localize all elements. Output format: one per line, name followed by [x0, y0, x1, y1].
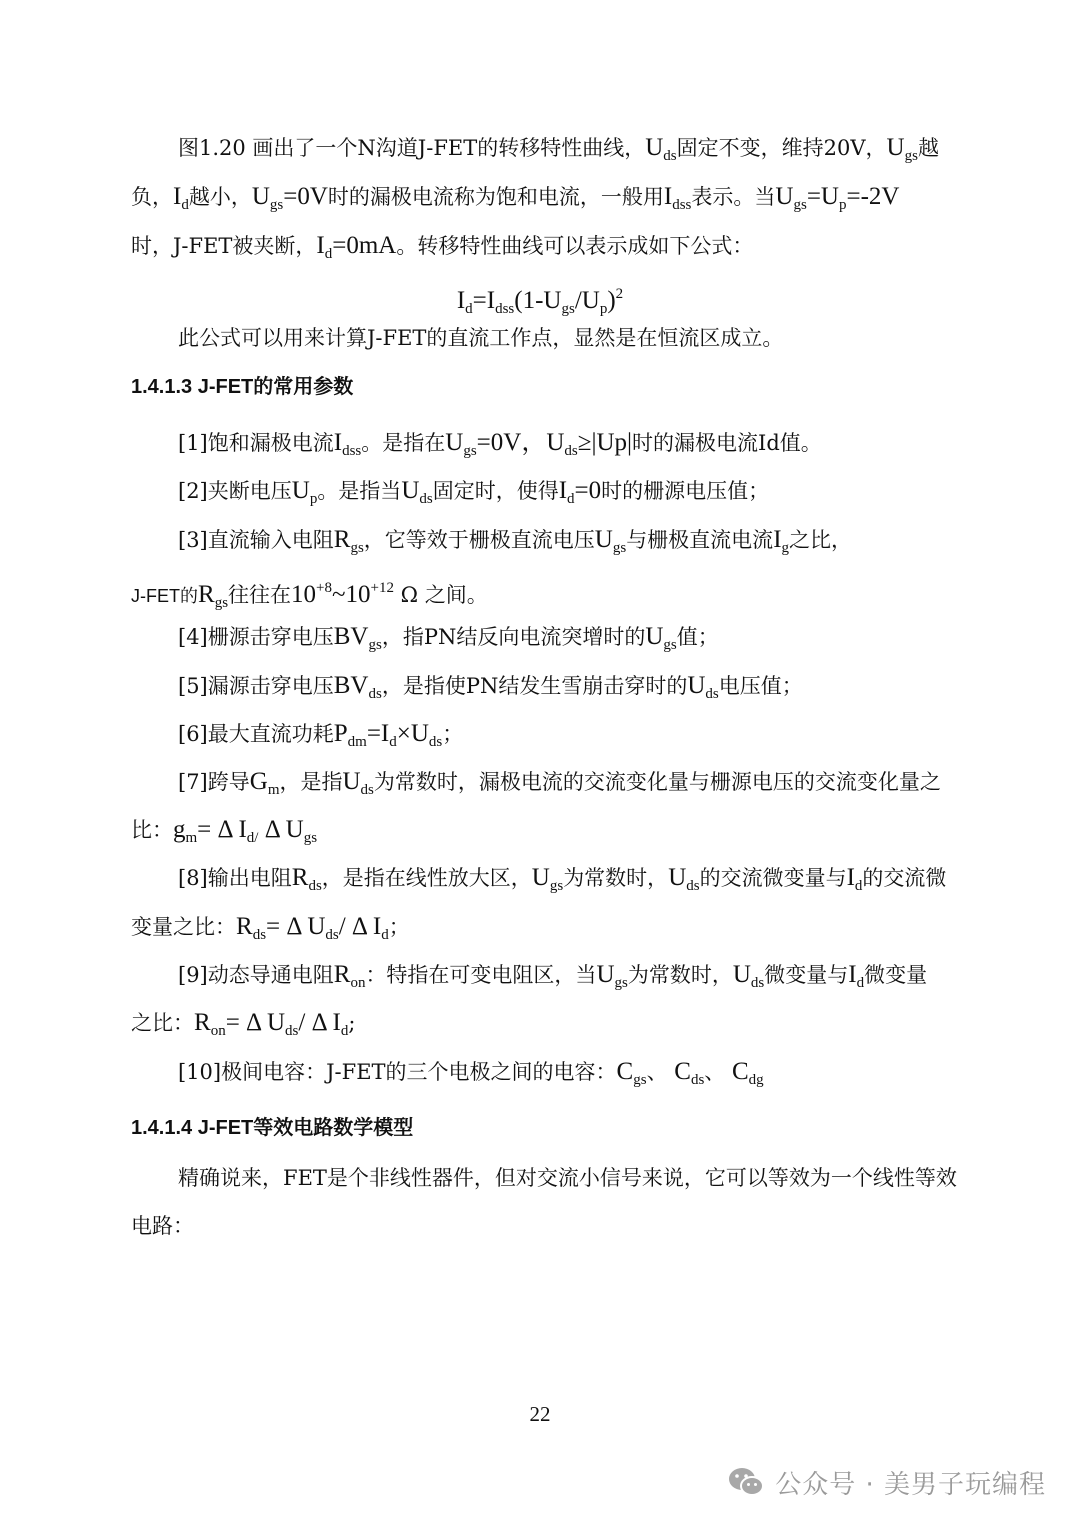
subscript: dg [748, 1072, 764, 1088]
subscript: gs [793, 197, 807, 213]
subscript: m [267, 782, 280, 798]
text: I [456, 287, 466, 314]
text: 变量之比： [131, 915, 236, 939]
param-item-1 [178, 427, 822, 467]
text: [6]最大直流功耗 [178, 722, 334, 746]
text: / Δ I [298, 1009, 341, 1036]
subscript: ds [686, 878, 700, 894]
text: I [558, 477, 568, 504]
text: U [401, 477, 420, 504]
subscript: d [381, 927, 389, 943]
text: U [668, 864, 687, 891]
subscript: gs [904, 148, 918, 164]
subscript: g [781, 540, 790, 556]
text: C [731, 1058, 749, 1085]
text: Ω 之间。 [394, 583, 488, 607]
text: 固定不变，维持20V， [676, 136, 887, 160]
text: R [333, 961, 351, 988]
para1-line3 [131, 230, 753, 270]
subscript: gs [633, 1072, 647, 1088]
text: R [291, 864, 309, 891]
subscript: d [324, 246, 333, 262]
text: ，它等效于栅极直流电压 [363, 528, 595, 552]
text: ~ [332, 581, 346, 608]
text: 越小， [188, 185, 252, 209]
text: [9]动态导通电阻 [178, 963, 334, 987]
subscript: d [465, 301, 473, 317]
text: C [616, 1058, 634, 1085]
text: U [886, 134, 905, 161]
subscript: gs [663, 637, 677, 653]
subscript: gs [612, 540, 627, 556]
text: P [333, 720, 348, 747]
subscript: on [210, 1023, 226, 1039]
text: [10]极间电容：J-FET的三个电极之间的电容： [178, 1060, 617, 1084]
text: 之比， [789, 528, 853, 552]
subscript: p [838, 197, 847, 213]
text: 为常数时， [563, 866, 669, 890]
text: 的交流微 [862, 866, 947, 890]
subscript: gs [561, 301, 575, 317]
subscript: gs [350, 540, 364, 556]
text: I [848, 961, 857, 988]
param-item-3 [178, 524, 852, 564]
page-number: 22 [529, 1402, 551, 1426]
subscript: on [350, 975, 366, 991]
text: I [333, 429, 343, 456]
text: ; [348, 1011, 356, 1035]
text: =I [472, 287, 496, 314]
text: 为常数时， [627, 963, 733, 987]
text: =-2V [846, 183, 900, 210]
text: [3]直流输入电阻 [178, 528, 334, 552]
subscript: d/ [246, 830, 259, 846]
text: I [663, 183, 673, 210]
param-item-9 [178, 959, 927, 999]
param-item-8 [178, 862, 946, 902]
subscript: ds [663, 148, 677, 164]
subscript: ds [690, 1072, 705, 1088]
text: I [846, 864, 855, 891]
text: U [342, 768, 361, 795]
text: 时的漏极电流Id值。 [632, 431, 822, 455]
subscript: gs [463, 443, 477, 459]
superscript: +12 [370, 580, 394, 596]
text: ，是指 [279, 770, 343, 794]
text: I [773, 526, 782, 553]
text: ，是指使PN结发生雪崩击穿时的 [381, 674, 688, 698]
text: = Δ U [266, 913, 326, 940]
param-item-9-cont [131, 1007, 355, 1047]
text: C [674, 1058, 691, 1085]
text: /U [574, 287, 600, 314]
text: =0V [283, 183, 328, 210]
subscript: ds [419, 491, 433, 507]
para1-line2 [131, 181, 899, 221]
text: U [645, 623, 664, 650]
text: U [645, 134, 664, 161]
text: 电压值； [718, 674, 803, 698]
text: U [251, 183, 270, 210]
subscript: m [185, 830, 198, 846]
subscript: ds [705, 686, 719, 702]
text: (1-U [514, 287, 562, 314]
text: 固定时，使得 [432, 479, 559, 503]
param-item-7 [178, 766, 941, 806]
section-heading-1-4-1-3: 1.4.1.3 J-FET的常用参数 [131, 376, 354, 398]
text: ； [442, 722, 464, 746]
subscript: ds [368, 686, 382, 702]
subscript: ds [360, 782, 374, 798]
text: R [236, 913, 253, 940]
param-item-4 [178, 621, 719, 661]
text: =0 [574, 477, 602, 504]
superscript: 2 [615, 286, 624, 302]
text: U [445, 429, 464, 456]
text: U [531, 864, 550, 891]
text: g [173, 816, 186, 843]
param-item-6 [178, 718, 463, 758]
text: =I [366, 720, 390, 747]
text: = Δ I [197, 816, 247, 843]
param-item-10 [178, 1056, 764, 1096]
text: I [316, 232, 325, 259]
text: 为常数时，漏极电流的交流变化量与栅源电压的交流变化量之 [373, 770, 941, 794]
text: G [249, 768, 268, 795]
text: 负， [131, 185, 173, 209]
text: Δ U [258, 816, 304, 843]
text: [2]夹断电压 [178, 479, 292, 503]
param-item-2 [178, 475, 769, 515]
text: 。转移特性曲线可以表示成如下公式： [396, 234, 754, 258]
text: U [687, 672, 706, 699]
text: 。是指当 [317, 479, 402, 503]
subscript: dss [495, 301, 515, 317]
text: U [546, 429, 565, 456]
text: U [291, 477, 310, 504]
text: ，是指在线性放大区， [321, 866, 532, 890]
text: 越 [917, 136, 939, 160]
text: 、 [646, 1060, 675, 1084]
subscript: ds [750, 975, 765, 991]
text: ≥|Up| [577, 429, 633, 456]
text: =U [806, 183, 839, 210]
text: 往往在 [228, 583, 292, 607]
subscript: gs [368, 637, 382, 653]
param-item-3-cont [131, 572, 488, 619]
text: BV [333, 672, 369, 699]
subscript: gs [214, 595, 229, 611]
text: 的交流微变量与 [699, 866, 847, 890]
text: [4]栅源击穿电压 [178, 625, 334, 649]
watermark-text: 公众号 · 美男子玩编程 [775, 1469, 1046, 1500]
text: U [596, 961, 615, 988]
text: 时的漏极电流称为饱和电流，一般用 [327, 185, 664, 209]
text: =0mA [332, 232, 397, 259]
text: [7]跨导 [178, 770, 250, 794]
param-item-8-cont [131, 911, 410, 951]
text: 表示。当 [691, 185, 776, 209]
text: 图1.20 画出了一个N沟道J-FET的转移特性曲线， [178, 136, 646, 160]
subscript: p [309, 491, 318, 507]
subscript: d [856, 975, 865, 991]
text: U [775, 183, 794, 210]
para1-line1 [178, 132, 939, 172]
subscript: gs [269, 197, 284, 213]
text: U [732, 961, 751, 988]
text: 。是指在 [361, 431, 446, 455]
text: 时的栅源电压值； [601, 479, 770, 503]
subscript: gs [303, 830, 318, 846]
text: [5]漏源击穿电压 [178, 674, 334, 698]
text: = Δ U [225, 1009, 286, 1036]
subscript: ds [325, 927, 339, 943]
subscript: gs [549, 878, 564, 894]
text: 比： [131, 818, 173, 842]
param-item-5 [178, 670, 803, 710]
text: J-FET的 [131, 586, 198, 606]
subscript: ds [285, 1023, 299, 1039]
text: 10 [345, 581, 371, 608]
superscript: +8 [316, 580, 332, 596]
subscript: ds [308, 878, 322, 894]
text: U [594, 526, 613, 553]
subscript: dss [342, 443, 362, 459]
text: R [198, 581, 215, 608]
subscript: dm [347, 734, 367, 750]
section-heading-1-4-1-4: 1.4.1.4 J-FET等效电路数学模型 [131, 1117, 414, 1139]
text: ：特指在可变电阻区，当 [365, 963, 597, 987]
subscript: ds [252, 927, 267, 943]
text: [1]饱和漏极电流 [178, 431, 334, 455]
para3-line1: 精确说来，FET是个非线性器件，但对交流小信号来说，它可以等效为一个线性等效 [178, 1166, 957, 1190]
subscript: d [567, 491, 575, 507]
text: [8]输出电阻 [178, 866, 292, 890]
text: 、 [704, 1060, 732, 1084]
text: =0V， [476, 429, 547, 456]
subscript: d [854, 878, 863, 894]
text: 与栅极直流电流 [626, 528, 774, 552]
text: BV [333, 623, 369, 650]
text: 微变量 [864, 963, 928, 987]
wechat-icon [727, 1465, 765, 1499]
text: / Δ I [338, 913, 382, 940]
watermark [727, 1462, 1046, 1502]
subscript: ds [564, 443, 578, 459]
text: 微变量与 [764, 963, 849, 987]
text: 值； [676, 625, 719, 649]
param-item-7-cont [131, 814, 317, 854]
text: ，指PN结反向电流突增时的 [381, 625, 646, 649]
text: 10 [291, 581, 317, 608]
subscript: d [389, 734, 397, 750]
para2: 此公式可以用来计算J-FET的直流工作点，显然是在恒流区成立。 [178, 326, 784, 350]
subscript: dss [672, 197, 692, 213]
text: ) [607, 287, 616, 314]
subscript: p [599, 301, 608, 317]
text: I [173, 183, 182, 210]
subscript: ds [428, 734, 443, 750]
text: ； [388, 915, 410, 939]
text: 之比： [131, 1011, 194, 1035]
subscript: gs [614, 975, 628, 991]
text: R [333, 526, 351, 553]
subscript: d [181, 197, 189, 213]
para3-line2: 电路： [131, 1214, 194, 1238]
subscript: d [340, 1023, 349, 1039]
text: ×U [396, 720, 429, 747]
text: R [194, 1009, 211, 1036]
text: 时，J-FET被夹断， [131, 234, 317, 258]
transfer-formula [0, 276, 1080, 327]
